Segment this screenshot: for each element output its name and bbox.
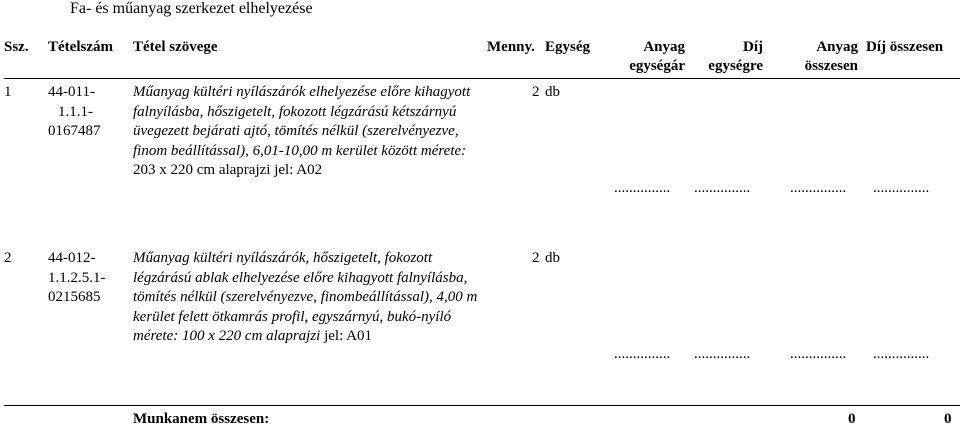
row-2-desc-italic: Műanyag kültéri nyílászárók, hőszigetelt, fokozott légzárású ablak elhelyezése előre kihagyott falnyílásba, tömítés nélkül (szerelvényezve, finombeállítással), 4,00 m kerület felett ötkamrás profil, egyszárnyú, bukó-nyíló mérete: 100 x 220 cm alaprajzi [133, 250, 478, 344]
header-dij-egysegre-line2: egységre [708, 58, 763, 74]
row-1-tetelszam [48, 83, 128, 142]
header-dij-osszesen: Díj összesen [866, 39, 944, 55]
row-2-ssz: 2 [4, 250, 12, 266]
header-egyseg: Egység [545, 39, 590, 55]
header-anyag-osszesen-line2: összesen [804, 58, 858, 74]
header-anyag-egysegar-line1: Anyag [643, 39, 685, 55]
row-2-anyag-osszesen-dots: ............... [790, 346, 847, 362]
row-2-egyseg: db [545, 250, 560, 266]
header-rule [4, 78, 960, 79]
row-1-tetelszam-line3: 0167487 [48, 123, 101, 139]
row-2-tetelszam-line3: 0215685 [48, 289, 101, 305]
header-anyag-osszesen-line1: Anyag [816, 39, 858, 55]
munkanem-osszesen-label: Munkanem összesen: [133, 411, 270, 427]
row-1-menny: 2 [532, 84, 540, 100]
row-2-description [133, 249, 488, 347]
row-1-desc-italic: Műanyag kültéri nyílászárók elhelyezése előre kihagyott falnyílásba, hőszigetelt, fokozott légzárású kétszárnyú üvegezett bejárati ajtó, tömítés nélkül (szerelvényezve, finom beállítással), 6,01-10,00 m kerület között mérete: [133, 84, 471, 159]
row-1-anyag-egysegar-dots: ............... [614, 180, 671, 196]
row-1-tetelszam-line2: 1.1.1- [58, 103, 93, 120]
row-1-egyseg: db [545, 84, 560, 100]
row-1-tetelszam-line1: 44-011- [48, 84, 95, 100]
row-2-desc-plain: jel: A01 [324, 328, 372, 344]
row-2-tetelszam-line2: 1.1.2.5.1- [48, 269, 106, 286]
row-2-dij-osszesen-dots: ............... [873, 346, 930, 362]
row-1-dij-osszesen-dots: ............... [873, 180, 930, 196]
row-1-desc-plain: 203 x 220 cm alaprajzi jel: A02 [133, 162, 323, 178]
row-1-description [133, 83, 488, 181]
header-dij-egysegre-line1: Díj [743, 39, 763, 55]
row-1-dij-egysegre-dots: ............... [694, 180, 751, 196]
header-tetel-szovege: Tétel szövege [133, 39, 218, 55]
header-tetelszam: Tételszám [48, 39, 113, 55]
section-title: Fa- és műanyag szerkezet elhelyezése [70, 0, 313, 17]
row-2-menny: 2 [532, 250, 540, 266]
anyag-total: 0 [848, 411, 856, 427]
header-ssz: Ssz. [4, 39, 29, 55]
header-anyag-egysegar-line2: egységár [629, 58, 685, 74]
row-1-ssz: 1 [4, 84, 12, 100]
row-2-tetelszam-line1: 44-012- [48, 250, 96, 266]
row-2-anyag-egysegar-dots: ............... [614, 346, 671, 362]
row-1-anyag-osszesen-dots: ............... [790, 180, 847, 196]
header-menny: Menny. [487, 39, 535, 55]
row-2-dij-egysegre-dots: ............... [694, 346, 751, 362]
dij-total: 0 [944, 411, 952, 427]
row-2-tetelszam [48, 249, 128, 308]
footer-rule [4, 405, 960, 406]
